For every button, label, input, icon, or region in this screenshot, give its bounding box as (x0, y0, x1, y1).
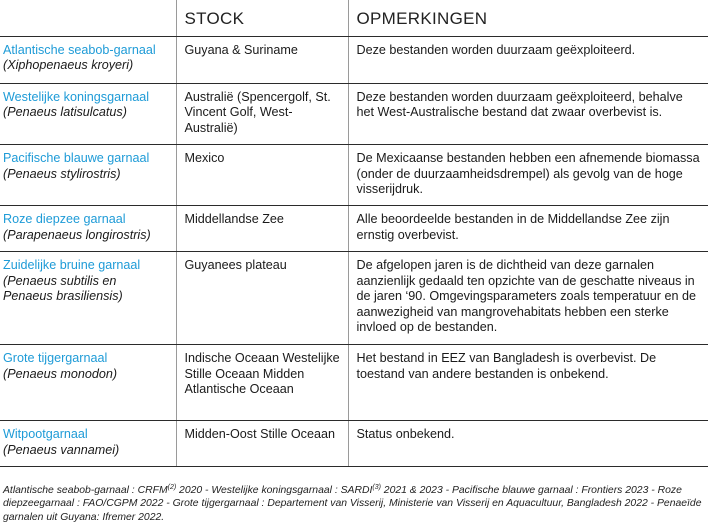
species-latin: (Penaeus vannamei) (3, 442, 120, 457)
species-cell (0, 37, 176, 84)
footnote-text: 2020 - Westelijke koningsgarnaal : SARDI (176, 485, 373, 496)
table-row (0, 345, 708, 421)
remarks-cell: De afgelopen jaren is de dichtheid van deze garnalen aanzienlijk gedaald ten opzichte van de geschatte niveaus in de jaren ‘90. Omgevingsparameters zoals temperatuur en de aanwezigheid van mangrovehabitats hebben een sterke invloed op de bestanden. (348, 252, 708, 345)
table-row (0, 421, 708, 467)
header-stock: STOCK (176, 0, 348, 37)
footnote-text: Atlantische seabob-garnaal : CRFM (3, 485, 168, 496)
header-remarks: OPMERKINGEN (348, 0, 708, 37)
remarks-cell: Status onbekend. (348, 421, 708, 467)
species-cell (0, 345, 176, 421)
species-name: Pacifische blauwe garnaal (3, 151, 150, 166)
table-row (0, 84, 708, 145)
species-name: Zuidelijke bruine garnaal (3, 258, 141, 273)
species-cell (0, 421, 176, 467)
species-latin: (Penaeus subtilis en Penaeus brasiliensis) (3, 273, 123, 304)
table-row (0, 145, 708, 206)
footnote-ref-3: (3) (372, 484, 381, 491)
remarks-cell: Het bestand in EEZ van Bangladesh is overbevist. De toestand van andere bestanden is onbekend. (348, 345, 708, 421)
stock-cell: Mexico (176, 145, 348, 206)
species-name: Witpootgarnaal (3, 427, 88, 442)
sources-footnote (3, 481, 705, 524)
species-latin: (Penaeus stylirostris) (3, 166, 121, 181)
species-cell (0, 206, 176, 252)
species-name: Westelijke koningsgarnaal (3, 90, 150, 104)
species-name: Atlantische seabob-garnaal (3, 43, 156, 57)
stock-cell: Guyana & Suriname (176, 37, 348, 84)
species-name: Roze diepzee garnaal (3, 212, 126, 227)
footnote-ref-2: (2) (167, 484, 177, 491)
species-latin: (Xiphopenaeus kroyeri) (3, 58, 134, 73)
remarks-cell: Alle beoordeelde bestanden in de Middellandse Zee zijn ernstig overbevist. (348, 206, 708, 252)
footnote-text: 2021 & 2023 - Pacifische blauwe garnaal : Frontiers 2023 - Roze diepzeegarnaal : FAO/CGPM 2022 - Grote tijgergarnaal : Departement van Visserij, Ministerie van Visserij en Aquacultuur, Bangladesh 2022 - Penaeïde garnalen uit Guyana: Ifremer 2022. (3, 485, 702, 523)
stock-cell: Guyanees plateau (176, 252, 348, 345)
remarks-cell: Deze bestanden worden duurzaam geëxploiteerd, behalve het West-Australische bestand dat zwaar overbevist is. (348, 84, 708, 145)
table-row (0, 252, 708, 345)
species-latin: (Penaeus monodon) (3, 366, 118, 381)
species-cell (0, 252, 176, 345)
stock-cell: Australië (Spencergolf, St. Vincent Golf, West-Australië) (176, 84, 348, 145)
stock-cell: Middellandse Zee (176, 206, 348, 252)
species-name: Grote tijgergarnaal (3, 351, 108, 366)
species-latin: (Parapenaeus longirostris) (3, 227, 151, 242)
header-row (0, 0, 708, 37)
species-latin: (Penaeus latisulcatus) (3, 105, 127, 120)
table-row (0, 37, 708, 84)
species-cell (0, 84, 176, 145)
header-species (0, 0, 176, 37)
remarks-cell: Deze bestanden worden duurzaam geëxploiteerd. (348, 37, 708, 84)
table-row (0, 206, 708, 252)
remarks-cell: De Mexicaanse bestanden hebben een afnemende biomassa (onder de duurzaamheidsdrempel) als gevolg van de hoge visserijdruk. (348, 145, 708, 206)
table-header (0, 0, 708, 37)
stock-cell: Indische Oceaan Westelijke Stille Oceaan Midden Atlantische Oceaan (176, 345, 348, 421)
stock-cell: Midden-Oost Stille Oceaan (176, 421, 348, 467)
table-body (0, 37, 708, 467)
species-cell (0, 145, 176, 206)
